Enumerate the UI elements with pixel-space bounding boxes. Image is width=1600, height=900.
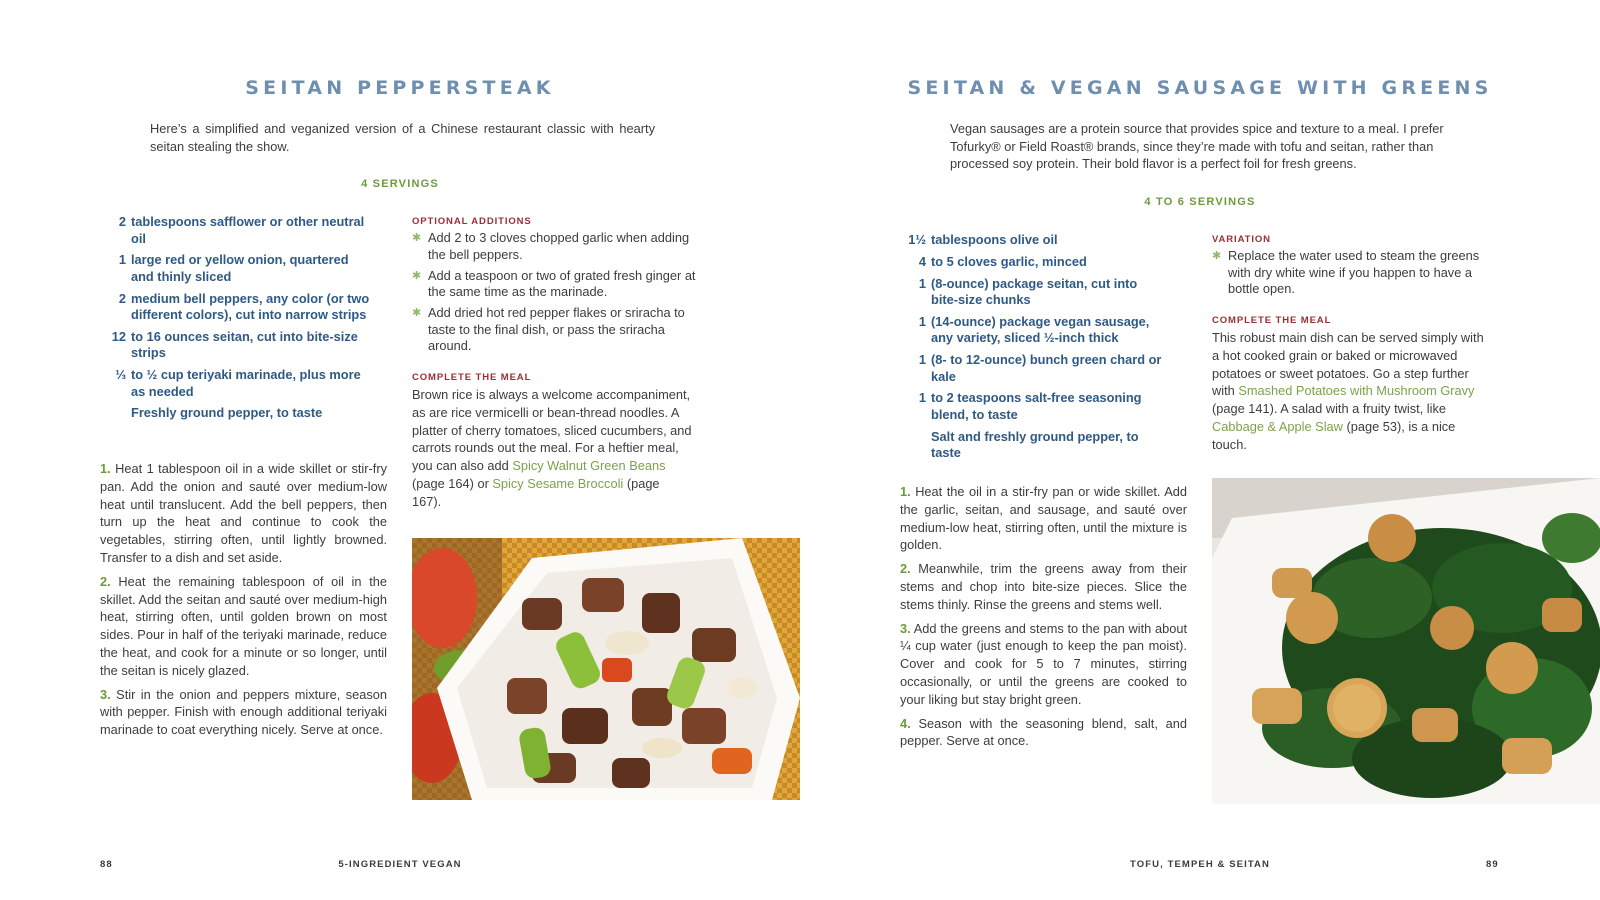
- complete-meal-heading: COMPLETE THE MEAL: [412, 372, 532, 383]
- left-complete-the-meal: [412, 372, 692, 511]
- star-bullet-icon: ✱: [412, 307, 422, 320]
- star-bullet-icon: ✱: [412, 232, 422, 244]
- sausage-greens-photo: [1212, 478, 1600, 804]
- complete-meal-heading: COMPLETE THE MEAL: [1212, 315, 1332, 326]
- optional-item: ✱ Add dried hot red pepper flakes or sriracha to taste to the final dish, or pass the sriracha around.: [412, 305, 685, 354]
- right-variation: [1212, 234, 1492, 302]
- right-running-head: TOFU, TEMPEH & SEITAN: [1130, 859, 1270, 870]
- star-bullet-icon: ✱: [412, 269, 422, 282]
- pepper-steak-photo: [412, 538, 800, 800]
- ingredient-item: 1½ tablespoons olive oil: [908, 232, 1058, 247]
- instruction-step: 2. Heat the remaining tablespoon of oil in the skillet. Add the seitan and sauté over medium-high heat, stirring often, until golden brown on most sides. Pour in half of the teriyaki marinade, reduce the heat, and cook for a minute or so longer, until the seitan is nicely glazed.: [100, 573, 387, 678]
- ingredient-item: 1 to 2 teaspoons salt-free seasoning blend, to taste: [918, 390, 1142, 422]
- right-ingredient-list: [896, 232, 1166, 467]
- ingredient-item: 1 (14-ounce) package vegan sausage, any variety, sliced ½-inch thick: [918, 313, 1150, 346]
- left-instructions: [100, 460, 387, 745]
- right-servings: 4 TO 6 SERVINGS: [1144, 196, 1256, 208]
- instruction-step: 3. Stir in the onion and peppers mixture, season with pepper. Finish with enough additional teriyaki marinade to coat everything nicely. Serve at once.: [100, 686, 387, 738]
- star-bullet-icon: ✱: [1212, 250, 1222, 262]
- ingredient-item: 2 tablespoons safflower or other neutral oil: [118, 214, 365, 246]
- ingredient-item: 1 (8-ounce) package seitan, cut into bite-size chunks: [918, 275, 1138, 308]
- right-recipe-intro: Vegan sausages are a protein source that provides spice and texture to a meal. I prefer Tofurky® or Field Roast® brands, since they’re made with tofu and seitan, rather than processed soy protein. Their bold flavor is a perfect foil for fresh greens.: [950, 121, 1444, 172]
- optional-item: ✱ Add a teaspoon or two of grated fresh ginger at the same time as the marinade.: [412, 267, 696, 300]
- variation-item: ✱ Replace the water used to steam the greens with dry white wine if you happen to have a bottle open.: [1212, 248, 1480, 296]
- right-complete-the-meal: [1212, 315, 1490, 454]
- recipe-link-cabbage-apple-slaw[interactable]: Cabbage & Apple Slaw: [1212, 418, 1343, 434]
- instruction-step: 1. Heat the oil in a stir-fry pan or wide skillet. Add the garlic, seitan, and sausage, and sauté over medium-low heat, stirring often, until the mixture is golden.: [900, 484, 1187, 553]
- ingredient-item: 1 (8- to 12-ounce) bunch green chard or kale: [918, 352, 1162, 384]
- left-optional-additions: [412, 216, 702, 359]
- ingredient-item: 1 large red or yellow onion, quartered and thinly sliced: [118, 252, 349, 284]
- optional-additions-heading: OPTIONAL ADDITIONS: [412, 216, 532, 227]
- ingredient-item: Salt and freshly ground pepper, to taste: [931, 428, 1139, 461]
- left-page-number: 88: [100, 859, 113, 870]
- variation-heading: VARIATION: [1212, 234, 1271, 245]
- left-recipe-intro: Here’s a simplified and veganized version of a Chinese restaurant classic with hearty seitan stealing the show.: [150, 121, 655, 154]
- instruction-step: 4. Season with the seasoning blend, salt, and pepper. Serve at once.: [900, 715, 1187, 749]
- complete-meal-text: This robust main dish can be served simply with a hot cooked grain or baked or microwaved potatoes or sweet potatoes. Go a step further with Smashed Potatoes with Mushroom Gravy (page 141). A salad with a fruity twist, like Cabbage & Apple Slaw (page 53), is a nice touch.: [1212, 330, 1484, 452]
- ingredient-item: 12 to 16 ounces seitan, cut into bite-size strips: [111, 328, 358, 361]
- right-recipe-title: SEITAN & VEGAN SAUSAGE WITH GREENS: [907, 77, 1493, 99]
- ingredient-item: Freshly ground pepper, to taste: [131, 405, 323, 421]
- recipe-link-spicy-walnut-green-beans[interactable]: Spicy Walnut Green Beans: [512, 458, 666, 474]
- recipe-link-smashed-potatoes[interactable]: Smashed Potatoes with Mushroom Gravy: [1238, 383, 1475, 399]
- right-page-number: 89: [1486, 859, 1499, 870]
- right-instructions: [900, 483, 1187, 756]
- sausage-greens-illustration: [1212, 478, 1600, 804]
- pepper-steak-illustration: [412, 538, 800, 800]
- instruction-step: 2. Meanwhile, trim the greens away from their stems and chop into bite-size pieces. Slice the stems thinly. Rinse the greens and stems well.: [900, 561, 1187, 612]
- left-ingredient-list: [100, 214, 370, 427]
- ingredient-item: 4 to 5 cloves garlic, minced: [918, 253, 1087, 269]
- instruction-step: 1. Heat 1 tablespoon oil in a wide skillet or stir-fry pan. Add the onion and sauté over medium-low heat until translucent. Add the bell peppers, then turn up the heat and continue to cook the vegetables, stirring often, until lightly browned. Transfer to a dish and set aside.: [100, 461, 388, 565]
- left-servings: 4 SERVINGS: [361, 178, 439, 190]
- optional-item: ✱ Add 2 to 3 cloves chopped garlic when adding the bell peppers.: [412, 230, 690, 262]
- complete-meal-text: Brown rice is always a welcome accompaniment, as are rice vermicelli or bean-thread noodles. A platter of cherry tomatoes, sliced cucumbers, and carrots rounds out the meal. For a heftier meal, you can also add Spicy Walnut Green Beans (page 164) or Spicy Sesame Broccoli (page 167).: [412, 387, 692, 509]
- ingredient-item: ⅓ to ½ cup teriyaki marinade, plus more as needed: [115, 367, 361, 399]
- left-running-head: 5-INGREDIENT VEGAN: [338, 859, 462, 870]
- instruction-step: 3. Add the greens and stems to the pan with about ¼ cup water (just enough to keep the pan moist). Cover and cook for 5 to 7 minutes, stirring occasionally, or until the greens are cooked to your liking but stay bright green.: [900, 620, 1187, 707]
- ingredient-item: 2 medium bell peppers, any color (or two different colors), cut into narrow strips: [118, 290, 370, 323]
- left-recipe-title: SEITAN PEPPERSTEAK: [245, 77, 555, 99]
- recipe-link-spicy-sesame-broccoli[interactable]: Spicy Sesame Broccoli: [492, 475, 624, 491]
